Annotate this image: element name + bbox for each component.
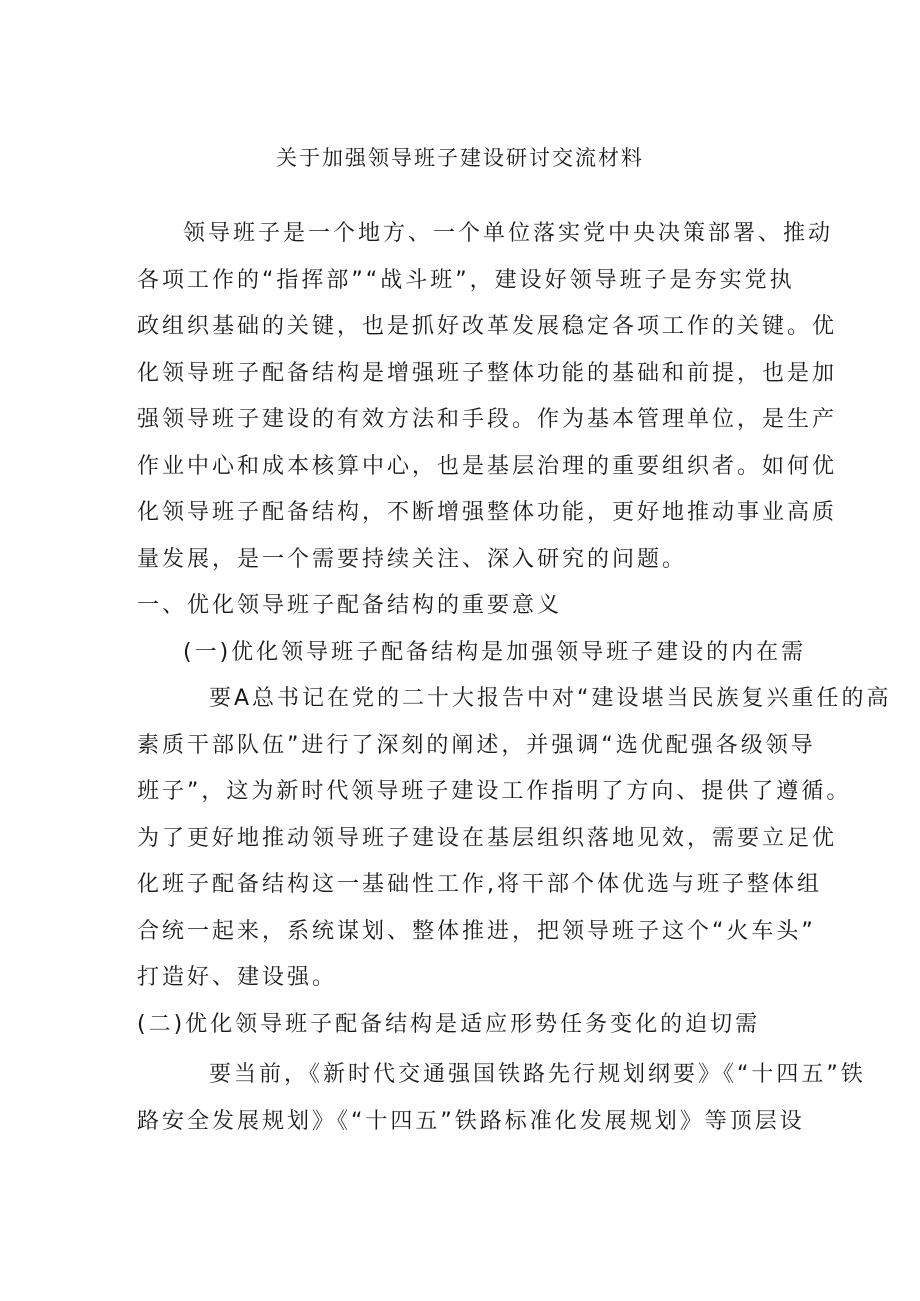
- subsection-heading-line: 要A总书记在党的二十大报告中对“建设堪当民族复兴重任的高: [209, 686, 892, 711]
- paragraph-line: (二)优化领导班子配备结构是适应形势任务变化的迫切需: [137, 1012, 761, 1037]
- paragraph-line: 班子”，这为新时代领导班子建设工作指明了方向、提供了遵循。: [137, 779, 852, 804]
- paragraph-line: 素质干部队伍”进行了深刻的阐述，并强调“选优配强各级领导: [137, 733, 816, 758]
- subsection-heading-line: 要当前，《新时代交通强国铁路先行规划纲要》《“十四五”铁: [209, 1062, 866, 1087]
- paragraph-line: 作业中心和成本核算中心，也是基层治理的重要组织者。如何优: [137, 454, 838, 479]
- paragraph-line: 各项工作的“指挥部”“战斗班”，建设好领导班子是夯实党执: [137, 268, 795, 293]
- paragraph-line: 强领导班子建设的有效方法和手段。作为基本管理单位，是生产: [137, 407, 838, 432]
- paragraph-line: 打造好、建设强。: [137, 965, 338, 990]
- paragraph-line: 合统一起来，系统谋划、整体推进，把领导班子这个“火车头”: [137, 919, 816, 944]
- paragraph-line: 一、优化领导班子配备结构的重要意义: [137, 593, 563, 618]
- paragraph-line: 量发展，是一个需要持续关注、深入研究的问题。: [137, 547, 688, 572]
- paragraph-line: 化班子配备结构这一基础性工作,将干部个体优选与班子整体组: [137, 872, 822, 897]
- paragraph-line: 领导班子是一个地方、一个单位落实党中央决策部署、推动: [183, 221, 834, 246]
- paragraph-line: 为了更好地推动领导班子建设在基层组织落地见效，需要立足优: [137, 826, 838, 851]
- paragraph-line: 化领导班子配备结构，不断增强整体功能，更好地推动事业高质: [137, 500, 838, 525]
- paragraph-line: 政组织基础的关键，也是抓好改革发展稳定各项工作的关键。优: [137, 314, 838, 339]
- paragraph-line: 路安全发展规划》《“十四五”铁路标准化发展规划》等顶层设: [137, 1109, 805, 1134]
- paragraph-line: 化领导班子配备结构是增强班子整体功能的基础和前提，也是加: [137, 361, 838, 386]
- document-title: 关于加强领导班子建设研讨交流材料: [276, 146, 644, 170]
- section-heading: (一)优化领导班子配备结构是加强领导班子建设的内在需: [183, 640, 807, 665]
